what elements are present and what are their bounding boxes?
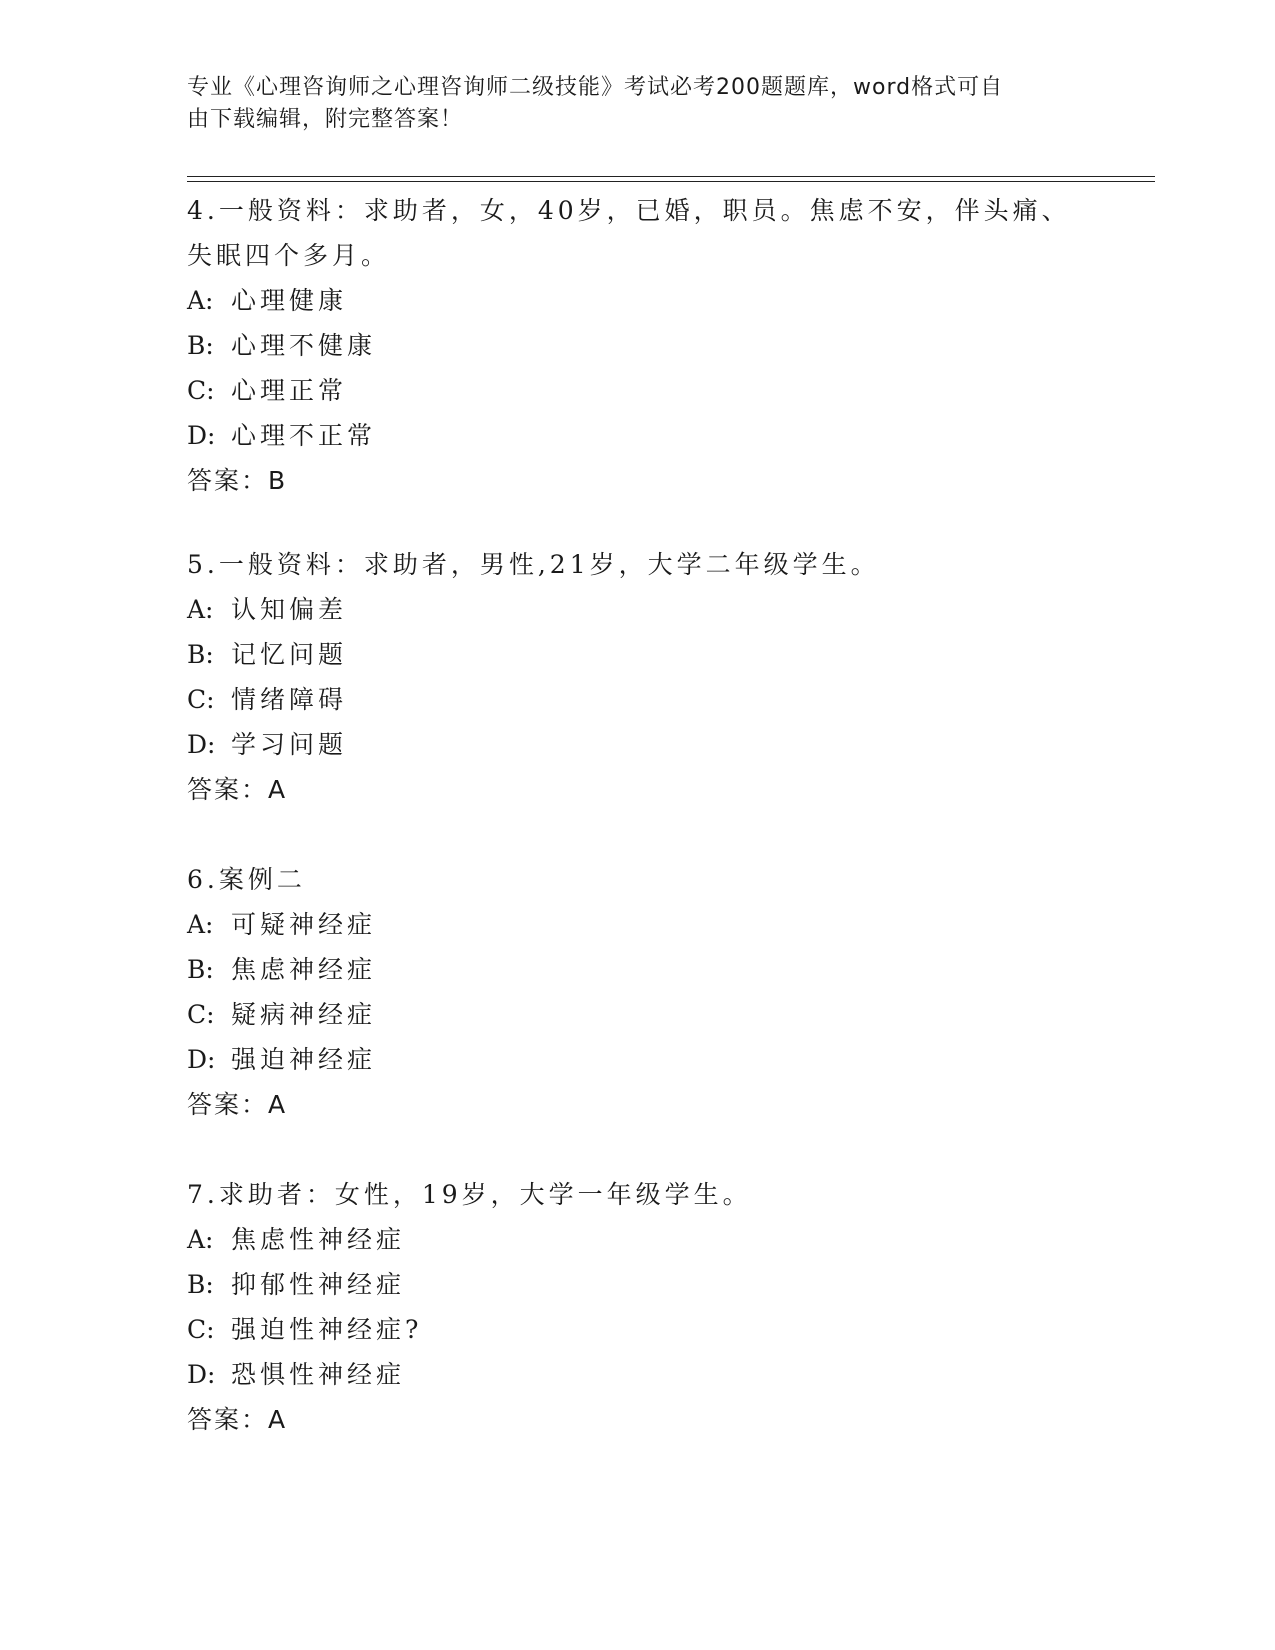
option-text: 焦虑性神经症 — [231, 1225, 406, 1254]
option-label: C: — [187, 376, 215, 405]
option-label: A: — [187, 595, 214, 624]
option-label: C: — [187, 1000, 215, 1029]
option-label: B: — [187, 955, 214, 984]
option-b — [187, 947, 1087, 992]
option-b — [187, 632, 1087, 677]
option-a — [187, 1217, 1087, 1262]
question-7 — [187, 1172, 1087, 1442]
header-line-2: 由下载编辑，附完整答案！ — [187, 107, 464, 132]
option-label: B: — [187, 640, 214, 669]
option-label: C: — [187, 1315, 215, 1344]
option-d — [187, 722, 1087, 767]
option-c — [187, 992, 1087, 1037]
option-a — [187, 587, 1087, 632]
question-stem: 6.案例二 — [187, 865, 306, 894]
option-d — [187, 1037, 1087, 1082]
option-text: 心理健康 — [231, 286, 348, 315]
question-stem: 7.求助者：女性，19岁，大学一年级学生。 — [187, 1180, 752, 1209]
option-label: D: — [187, 1045, 216, 1074]
option-label: B: — [187, 1270, 214, 1299]
document-header — [187, 72, 1087, 136]
option-label: D: — [187, 1360, 216, 1389]
option-text: 心理正常 — [231, 376, 348, 405]
option-text: 情绪障碍 — [231, 685, 348, 714]
option-text: 恐惧性神经症 — [231, 1360, 406, 1389]
option-b — [187, 323, 1087, 368]
question-4 — [187, 188, 1087, 503]
option-text: 学习问题 — [231, 730, 348, 759]
option-label: A: — [187, 286, 214, 315]
answer-line: 答案：A — [187, 1090, 288, 1119]
option-label: D: — [187, 730, 216, 759]
header-line-1: 专业《心理咨询师之心理咨询师二级技能》考试必考200题题库，word格式可自 — [187, 75, 1004, 100]
question-stem: 4.一般资料：求助者，女，40岁，已婚，职员。焦虑不安，伴头痛、 — [187, 196, 1071, 225]
option-label: A: — [187, 910, 214, 939]
option-text: 心理不健康 — [231, 331, 377, 360]
question-6 — [187, 857, 1087, 1127]
option-c — [187, 677, 1087, 722]
option-label: B: — [187, 331, 214, 360]
option-c — [187, 368, 1087, 413]
option-text: 强迫性神经症? — [231, 1315, 423, 1344]
option-c — [187, 1307, 1087, 1352]
question-5 — [187, 542, 1087, 812]
option-text: 心理不正常 — [231, 421, 377, 450]
option-text: 记忆问题 — [231, 640, 348, 669]
option-b — [187, 1262, 1087, 1307]
option-label: A: — [187, 1225, 214, 1254]
option-a — [187, 278, 1087, 323]
option-text: 强迫神经症 — [231, 1045, 377, 1074]
question-stem-continued: 失眠四个多月。 — [187, 241, 391, 270]
answer-line: 答案：B — [187, 466, 288, 495]
answer-line: 答案：A — [187, 1405, 288, 1434]
header-divider-top — [187, 176, 1155, 177]
option-text: 疑病神经症 — [231, 1000, 377, 1029]
option-text: 可疑神经症 — [231, 910, 377, 939]
option-d — [187, 413, 1087, 458]
option-label: C: — [187, 685, 215, 714]
option-label: D: — [187, 421, 216, 450]
question-stem: 5.一般资料：求助者，男性,21岁，大学二年级学生。 — [187, 550, 880, 579]
header-divider-bottom — [187, 181, 1155, 182]
option-text: 抑郁性神经症 — [231, 1270, 406, 1299]
option-text: 认知偏差 — [231, 595, 348, 624]
option-a — [187, 902, 1087, 947]
option-d — [187, 1352, 1087, 1397]
answer-line: 答案：A — [187, 775, 288, 804]
option-text: 焦虑神经症 — [231, 955, 377, 984]
